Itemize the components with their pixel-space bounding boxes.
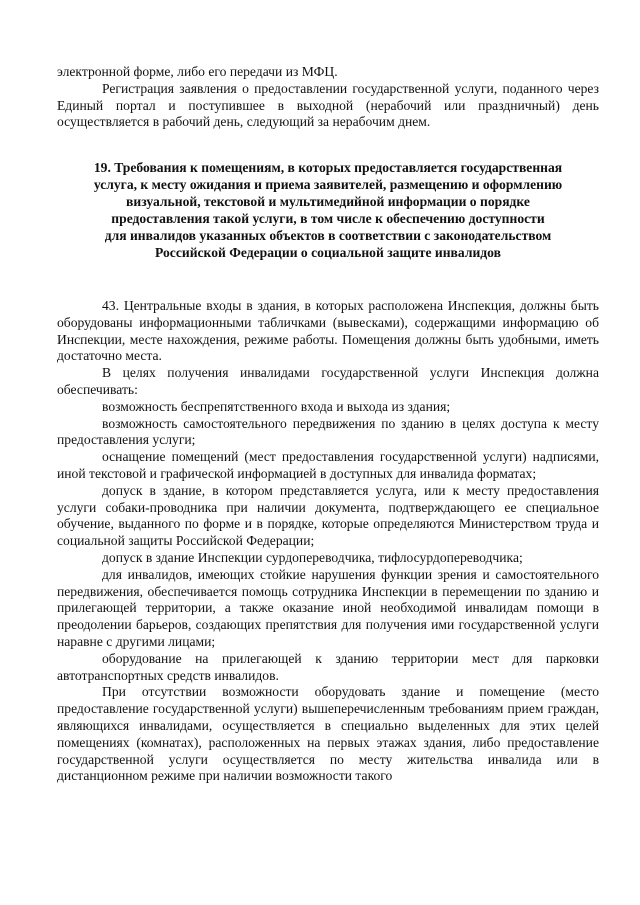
heading-line: услуга, к месту ожидания и приема заявителей, размещению и оформлению: [93, 177, 563, 192]
heading-line: 19. Требования к помещениям, в которых предоставляется государственная: [93, 160, 563, 175]
heading-line: для инвалидов указанных объектов в соответствии с законодательством: [104, 228, 552, 243]
list-item: для инвалидов, имеющих стойкие нарушения функции зрения и самостоятельного передвижения, обеспечивается помощь сотрудника Инспекции в перемещении по зданию и прилегающей территории, а также оказание иной необходимой инвалидам помощи в преодолении барьеров, создающих препятствия для получения ими государственной услуги наравне с другими лицами;: [57, 566, 599, 649]
heading-line: Российской Федерации о социальной защите инвалидов: [155, 245, 501, 260]
list-item: возможность самостоятельного передвижения по зданию в целях доступа к месту предоставления услуги;: [57, 415, 599, 448]
list-item: оснащение помещений (мест предоставления государственной услуги) надписями, иной текстовой и графической информацией в доступных для инвалида форматах;: [57, 449, 599, 481]
section-heading: [57, 159, 599, 261]
list-item: допуск в здание, в котором представляется услуга, или к месту предоставления услуги собаки-проводника при наличии документа, подтверждающего ее специальное обучение, выданного по форме и в порядке, которые определяются Министерством труда и социальной защиты Российской Федерации;: [57, 482, 599, 549]
registration-paragraph: Регистрация заявления о предоставлении государственной услуги, поданного через Единый портал и поступившее в выходной (нерабочий или праздничный) день осуществляется в рабочий день, следующий за нерабочим днем.: [57, 80, 599, 130]
list-item: допуск в здание Инспекции сурдопереводчика, тифлосурдопереводчика;: [102, 549, 523, 565]
paragraph-43: 43. Центральные входы в здания, в которых расположена Инспекция, должны быть оборудованы информационными табличками (вывесками), содержащими информацию об Инспекции, месте нахождения, режиме работы. Помещения должны быть удобными, иметь достаточно места.: [57, 298, 599, 364]
heading-line: визуальной, текстовой и мультимедийной информации о порядке: [126, 194, 530, 209]
heading-line: предоставления такой услуги, в том числе к обеспечению доступности: [111, 211, 545, 226]
continuation-line: электронной форме, либо его передачи из МФЦ.: [57, 64, 338, 79]
paragraph-alternative: При отсутствии возможности оборудовать здание и помещение (место предоставление государственной услуги) вышеперечисленным требованиям прием граждан, являющихся инвалидами, осуществляется в специально выделенных для этих целей помещениях (комнатах), расположенных на первых этажах здания, либо предоставление государственной услуги осуществляется по месту жительства инвалида или в дистанционном режиме при наличии возможности такого: [57, 684, 599, 784]
intro-block: [57, 64, 599, 131]
paragraph-requirements-intro: В целях получения инвалидами государственной услуги Инспекция должна обеспечивать:: [57, 365, 599, 397]
list-item: возможность беспрепятственного входа и выхода из здания;: [102, 398, 451, 414]
body-block: [57, 298, 599, 785]
list-item: оборудование на прилегающей к зданию территории мест для парковки автотранспортных средств инвалидов.: [57, 650, 599, 683]
